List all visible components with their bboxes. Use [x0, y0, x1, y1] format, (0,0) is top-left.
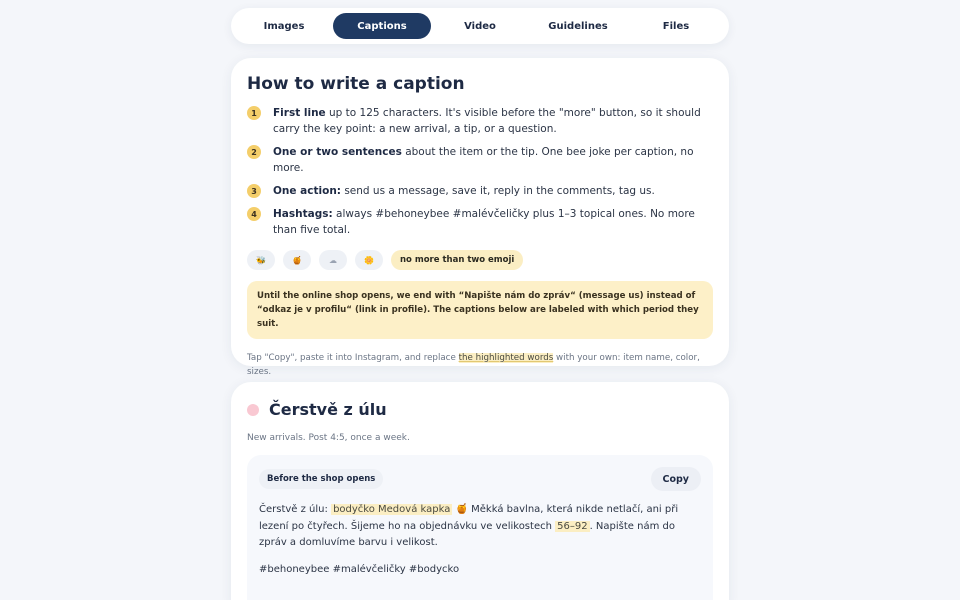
guide-step: [247, 105, 713, 137]
caption-template-card: [247, 455, 713, 600]
step-number-badge: 1: [247, 106, 261, 120]
cloud-emoji-icon[interactable]: ☁: [319, 250, 347, 270]
step-text: [273, 206, 713, 238]
section-subtitle: New arrivals. Post 4:5, once a week.: [247, 433, 410, 443]
flower-emoji-icon[interactable]: 🌼: [355, 250, 383, 270]
caption-text: [259, 502, 701, 552]
hint-before: Tap "Copy", paste it into Instagram, and replace: [247, 353, 459, 363]
copy-hint: [247, 351, 713, 379]
tab-video[interactable]: Video: [464, 20, 496, 32]
tab-guidelines[interactable]: Guidelines: [548, 20, 608, 32]
hint-highlight: the highlighted words: [458, 353, 554, 363]
honey-pot-emoji-icon[interactable]: 🍯: [283, 250, 311, 270]
guide-step: [247, 144, 713, 176]
step-number-badge: 4: [247, 207, 261, 221]
tab-captions[interactable]: Captions: [333, 13, 431, 39]
bee-emoji-icon[interactable]: 🐝: [247, 250, 275, 270]
step-bold: One or two sentences: [273, 146, 402, 158]
step-bold: One action:: [273, 185, 341, 197]
caption-part: Čerstvě z úlu:: [259, 504, 332, 515]
step-number-badge: 3: [247, 184, 261, 198]
period-badge: Before the shop opens: [259, 469, 383, 489]
section-title: Čerstvě z úlu: [269, 400, 387, 419]
guide-step: [247, 206, 713, 238]
guide-title: How to write a caption: [247, 74, 465, 94]
tab-bar: [231, 8, 729, 44]
guide-step: [247, 183, 713, 199]
step-bold: First line: [273, 107, 326, 119]
step-body: about the item or the tip. One bee joke per caption, no more.: [273, 146, 694, 174]
caption-guide-card: [231, 58, 729, 377]
step-body: always #behoneybee #malévčeličky plus 1–3 topical ones. No more than five total.: [273, 208, 695, 236]
guide-steps: [247, 105, 713, 238]
shop-opening-note: Until the online shop opens, we end with “Napište nám do zpráv“ (message us) instead of “odkaz je v profilu“ (link in profile). The captions below are labeled with which period they suit.: [247, 281, 713, 339]
section-fresh-from-hive: [231, 382, 729, 600]
section-header: [247, 400, 713, 419]
step-text: [273, 183, 713, 199]
section-dot-icon: [247, 404, 259, 416]
caption-part: . Napište nám do zpráv a domluvíme barvu i velikost.: [259, 520, 675, 548]
tab-files[interactable]: Files: [662, 20, 690, 32]
emoji-chips: [247, 250, 713, 270]
honey-pot-emoji-icon: 🍯: [455, 504, 468, 515]
caption-highlight-item: bodyčko Medová kapka: [333, 504, 451, 515]
emoji-limit-label: no more than two emoji: [391, 250, 523, 270]
step-bold: Hashtags:: [273, 208, 333, 220]
copy-button[interactable]: Copy: [651, 467, 702, 491]
step-number-badge: 2: [247, 145, 261, 159]
step-body: send us a message, save it, reply in the comments, tag us.: [341, 185, 655, 197]
step-body: up to 125 characters. It's visible before the "more" button, so it should carry the key point: a new arrival, a tip, or a question.: [273, 107, 701, 135]
tab-images[interactable]: Images: [263, 20, 305, 32]
hint-after: with your own: item name, color, sizes.: [247, 353, 700, 377]
step-text: [273, 105, 713, 137]
caption-part: Měkká bavlna, která nikde netlačí, ani při lezení po čtyřech. Šijeme ho na objednávku ve velikostech: [259, 504, 679, 532]
caption-hashtags: #behoneybee #malévčeličky #bodycko: [259, 563, 460, 575]
caption-card-header: [259, 467, 701, 491]
step-text: [273, 144, 713, 176]
caption-highlight-sizes: 56–92: [557, 520, 588, 532]
